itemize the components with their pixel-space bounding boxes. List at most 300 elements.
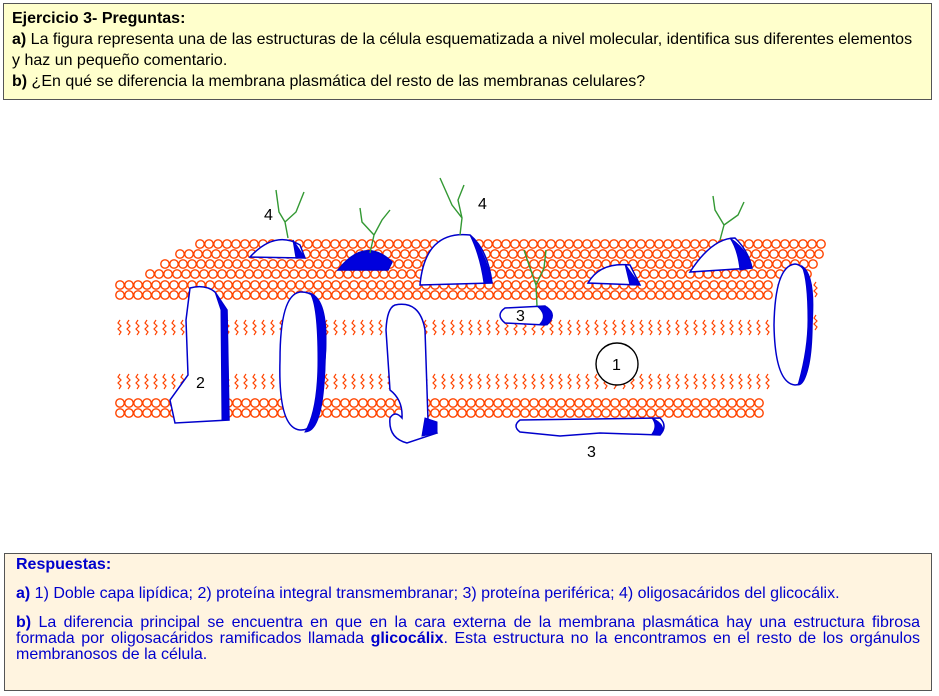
phospholipid-tail [460,320,463,335]
phospholipid-head [191,270,199,278]
phospholipid-tail [352,374,355,389]
phospholipid-head [683,281,691,289]
phospholipid-head [682,240,690,248]
label-4: 4 [264,207,273,224]
phospholipid-head [556,240,564,248]
phospholipid-head [344,270,352,278]
phospholipid-tail [730,320,733,335]
phospholipid-head [242,281,250,289]
phospholipid-head [353,270,361,278]
phospholipid-head [566,260,574,268]
phospholipid-head [566,409,574,417]
phospholipid-head [296,281,304,289]
phospholipid-head [196,240,204,248]
integral-protein-right [774,264,813,385]
phospholipid-tail [640,374,643,389]
phospholipid-head [304,240,312,248]
phospholipid-head [179,281,187,289]
phospholipid-tail [595,320,598,335]
phospholipid-head [737,281,745,289]
phospholipid-head [341,281,349,289]
phospholipid-head [710,399,718,407]
phospholipid-head [476,409,484,417]
phospholipid-head [278,260,286,268]
phospholipid-head [797,250,805,258]
phospholipid-head [341,409,349,417]
phospholipid-head [740,270,748,278]
phospholipid-head [638,399,646,407]
phospholipid-head [512,281,520,289]
phospholipid-tail [703,320,706,335]
phospholipid-head [305,281,313,289]
phospholipid-head [683,291,691,299]
phospholipid-head [758,270,766,278]
phospholipid-head [521,291,529,299]
phospholipid-head [728,399,736,407]
phospholipid-head [664,240,672,248]
phospholipid-head [746,281,754,289]
membrane-diagram [0,160,939,490]
phospholipid-head [350,281,358,289]
phospholipid-head [263,270,271,278]
phospholipid-tail [451,320,454,335]
phospholipid-head [538,240,546,248]
phospholipid-head [737,399,745,407]
phospholipid-head [662,250,670,258]
phospholipid-head [665,281,673,289]
phospholipid-tail [712,320,715,335]
phospholipid-head [485,409,493,417]
phospholipid-head [502,240,510,248]
phospholipid-head [332,281,340,289]
phospholipid-tail [334,320,337,335]
phospholipid-head [659,270,667,278]
phospholipid-head [521,399,529,407]
phospholipid-head [260,399,268,407]
phospholipid-tail [712,374,715,389]
phospholipid-head [539,409,547,417]
phospholipid-head [764,260,772,268]
phospholipid-tail [748,320,751,335]
phospholipid-head [251,291,259,299]
phospholipid-tail [814,282,817,297]
phospholipid-head [548,291,556,299]
phospholipid-head [557,281,565,289]
phospholipid-tail [748,374,751,389]
answer-b [16,615,920,663]
phospholipid-head [572,250,580,258]
phospholipid-head [278,291,286,299]
phospholipid-head [575,281,583,289]
phospholipid-tail [172,320,175,335]
phospholipid-head [214,240,222,248]
phospholipid-head [719,291,727,299]
phospholipid-head [503,409,511,417]
phospholipid-head [329,250,337,258]
phospholipid-head [494,291,502,299]
phospholipid-tail [730,374,733,389]
phospholipid-head [521,409,529,417]
phospholipid-head [602,409,610,417]
phospholipid-tail [487,374,490,389]
phospholipid-head [581,250,589,258]
phospholipid-head [221,250,229,258]
phospholipid-head [728,409,736,417]
phospholipid-head [152,291,160,299]
phospholipid-head [761,250,769,258]
phospholipid-head [557,399,565,407]
phospholipid-head [674,281,682,289]
phospholipid-head [737,409,745,417]
phospholipid-tail [451,374,454,389]
phospholipid-head [503,260,511,268]
phospholipid-head [647,291,655,299]
question-b-marker: b) [12,73,28,90]
phospholipid-head [233,260,241,268]
phospholipid-head [143,291,151,299]
phospholipid-head [398,270,406,278]
phospholipid-tail [577,320,580,335]
phospholipid-head [593,291,601,299]
phospholipid-tail [136,374,139,389]
phospholipid-head [638,409,646,417]
phospholipid-tail [694,320,697,335]
phospholipid-head [323,291,331,299]
phospholipid-head [494,281,502,289]
phospholipid-head [320,250,328,258]
phospholipid-head [644,250,652,258]
phospholipid-head [593,260,601,268]
phospholipid-head [332,291,340,299]
phospholipid-head [509,250,517,258]
phospholipid-head [692,281,700,289]
phospholipid-tail [676,320,679,335]
phospholipid-head [815,250,823,258]
phospholipid-head [359,291,367,299]
phospholipid-head [763,240,771,248]
phospholipid-tail [262,320,265,335]
phospholipid-tail [433,320,436,335]
phospholipid-head [467,399,475,407]
phospholipid-head [755,399,763,407]
phospholipid-head [485,291,493,299]
phospholipid-head [404,260,412,268]
phospholipid-head [773,260,781,268]
phospholipid-head [311,250,319,258]
phospholipid-tail [478,374,481,389]
phospholipid-head [232,240,240,248]
phospholipid-tail [181,320,184,335]
peripheral-protein-3-bottom [516,418,664,436]
phospholipid-head [449,291,457,299]
phospholipid-head [241,240,249,248]
phospholipid-head [218,270,226,278]
phospholipid-tail [814,315,817,330]
phospholipid-head [539,260,547,268]
phospholipid-head [170,291,178,299]
phospholipid-head [584,399,592,407]
phospholipid-head [359,409,367,417]
phospholipid-head [665,399,673,407]
phospholipid-tail [658,320,661,335]
phospholipid-head [376,240,384,248]
phospholipid-head [790,240,798,248]
phospholipid-head [394,240,402,248]
oligosaccharide-chain [440,178,464,235]
phospholipid-tail [721,374,724,389]
phospholipid-head [206,260,214,268]
phospholipid-head [401,250,409,258]
phospholipid-tail [568,374,571,389]
phospholipid-tail [505,374,508,389]
phospholipid-head [188,260,196,268]
phospholipid-tail [172,374,175,389]
phospholipid-head [674,399,682,407]
phospholipid-head [269,281,277,289]
phospholipid-head [212,250,220,258]
phospholipid-head [692,291,700,299]
protein-shade [422,418,437,436]
phospholipid-head [530,260,538,268]
answer-a-marker: a) [16,585,31,602]
phospholipid-head [431,291,439,299]
phospholipid-head [521,281,529,289]
phospholipid-tail [127,374,130,389]
phospholipid-head [116,291,124,299]
phospholipid-head [764,291,772,299]
phospholipid-head [239,250,247,258]
phospholipid-head [557,409,565,417]
phospholipid-head [440,399,448,407]
phospholipid-head [458,291,466,299]
phospholipid-head [260,260,268,268]
phospholipid-head [547,240,555,248]
phospholipid-head [629,409,637,417]
phospholipid-head [362,270,370,278]
phospholipid-tail [586,374,589,389]
phospholipid-head [497,270,505,278]
phospholipid-tail [559,320,562,335]
phospholipid-head [134,281,142,289]
phospholipid-tail [685,374,688,389]
phospholipid-tail [649,320,652,335]
phospholipid-head [611,291,619,299]
phospholipid-head [323,281,331,289]
phospholipid-head [272,270,280,278]
phospholipid-head [326,270,334,278]
phospholipid-head [746,409,754,417]
phospholipid-head [653,250,661,258]
phospholipid-tail [352,320,355,335]
phospholipid-tail [595,374,598,389]
phospholipid-head [749,270,757,278]
phospholipid-tail [757,320,760,335]
phospholipid-head [215,281,223,289]
phospholipid-head [584,260,592,268]
peripheral-protein-3-top [500,306,553,325]
phospholipid-head [719,281,727,289]
phospholipid-head [413,260,421,268]
phospholipid-head [656,281,664,289]
phospholipid-head [701,291,709,299]
phospholipid-head [458,399,466,407]
phospholipid-tail [676,374,679,389]
phospholipid-head [250,240,258,248]
phospholipid-head [683,409,691,417]
phospholipid-head [371,270,379,278]
phospholipid-tail [496,320,499,335]
phospholipid-head [146,270,154,278]
phospholipid-head [421,240,429,248]
phospholipid-head [557,260,565,268]
phospholipid-tail [469,320,472,335]
phospholipid-head [392,250,400,258]
phospholipid-head [569,270,577,278]
phospholipid-head [617,250,625,258]
phospholipid-tail [433,374,436,389]
phospholipid-head [386,399,394,407]
phospholipid-head [116,399,124,407]
phospholipid-tail [163,320,166,335]
phospholipid-head [335,270,343,278]
phospholipid-head [701,281,709,289]
phospholipid-head [656,291,664,299]
phospholipid-head [710,281,718,289]
phospholipid-head [781,240,789,248]
phospholipid-head [575,399,583,407]
integral-protein-2 [170,287,229,423]
phospholipid-head [403,240,411,248]
phospholipid-tail [721,320,724,335]
phospholipid-tail [253,320,256,335]
phospholipid-head [431,399,439,407]
phospholipid-head [173,270,181,278]
phospholipid-head [548,399,556,407]
phospholipid-head [350,399,358,407]
phospholipid-tail [622,320,625,335]
phospholipid-head [251,281,259,289]
phospholipid-head [197,260,205,268]
phospholipid-tail [667,374,670,389]
phospholipid-head [476,291,484,299]
answer-a [16,586,920,602]
phospholipid-head [611,409,619,417]
phospholipid-head [755,291,763,299]
phospholipid-tail [460,374,463,389]
phospholipid-head [242,409,250,417]
phospholipid-head [404,291,412,299]
phospholipid-head [269,399,277,407]
phospholipid-head [665,260,673,268]
phospholipid-head [290,270,298,278]
phospholipid-head [656,399,664,407]
phospholipid-head [551,270,559,278]
phospholipid-head [269,260,277,268]
phospholipid-head [722,270,730,278]
phospholipid-head [395,281,403,289]
phospholipid-tail [739,374,742,389]
phospholipid-head [215,260,223,268]
phospholipid-head [368,399,376,407]
phospholipid-head [647,260,655,268]
phospholipid-head [746,399,754,407]
phospholipid-head [152,409,160,417]
phospholipid-head [116,409,124,417]
phospholipid-tail [685,320,688,335]
phospholipid-head [548,409,556,417]
phospholipid-head [700,240,708,248]
question-b [12,71,923,92]
question-a [12,29,923,71]
phospholipid-head [674,260,682,268]
phospholipid-head [601,240,609,248]
phospholipid-head [491,250,499,258]
phospholipid-head [689,250,697,258]
phospholipid-head [575,291,583,299]
phospholipid-head [574,240,582,248]
phospholipid-head [665,291,673,299]
phospholipid-head [673,240,681,248]
phospholipid-head [575,260,583,268]
phospholipid-head [143,281,151,289]
phospholipid-head [385,240,393,248]
phospholipid-head [485,399,493,407]
phospholipid-head [728,291,736,299]
phospholipid-tail [496,374,499,389]
phospholipid-head [515,270,523,278]
phospholipid-head [808,240,816,248]
phospholipid-head [224,260,232,268]
phospholipid-head [350,409,358,417]
phospholipid-head [380,270,388,278]
phospholipid-head [494,260,502,268]
phospholipid-head [209,270,217,278]
integral-protein-hook [386,304,437,443]
phospholipid-head [299,270,307,278]
phospholipid-head [467,409,475,417]
phospholipid-tail [694,374,697,389]
phospholipid-head [152,399,160,407]
phospholipid-head [671,250,679,258]
phospholipid-head [125,399,133,407]
phospholipid-head [494,409,502,417]
phospholipid-head [449,409,457,417]
phospholipid-head [539,399,547,407]
phospholipid-head [368,409,376,417]
phospholipid-head [590,250,598,258]
phospholipid-tail [613,320,616,335]
phospholipid-head [512,291,520,299]
phospholipid-head [242,399,250,407]
phospholipid-tail [586,320,589,335]
phospholipid-head [287,281,295,289]
phospholipid-head [377,399,385,407]
phospholipid-head [593,399,601,407]
phospholipid-head [638,260,646,268]
phospholipid-head [260,409,268,417]
phospholipid-head [314,260,322,268]
phospholipid-head [520,240,528,248]
phospholipid-head [349,240,357,248]
phospholipid-head [359,281,367,289]
phospholipid-tail [469,374,472,389]
phospholipid-tail [118,320,121,335]
phospholipid-head [548,260,556,268]
phospholipid-head [449,399,457,407]
phospholipid-head [331,240,339,248]
question-a-text: La figura representa una de las estructuras de la célula esquematizada a nivel molecular, identifica sus diferentes elementos y haz un pequeño comentario. [12,31,913,69]
phospholipid-tail [568,320,571,335]
